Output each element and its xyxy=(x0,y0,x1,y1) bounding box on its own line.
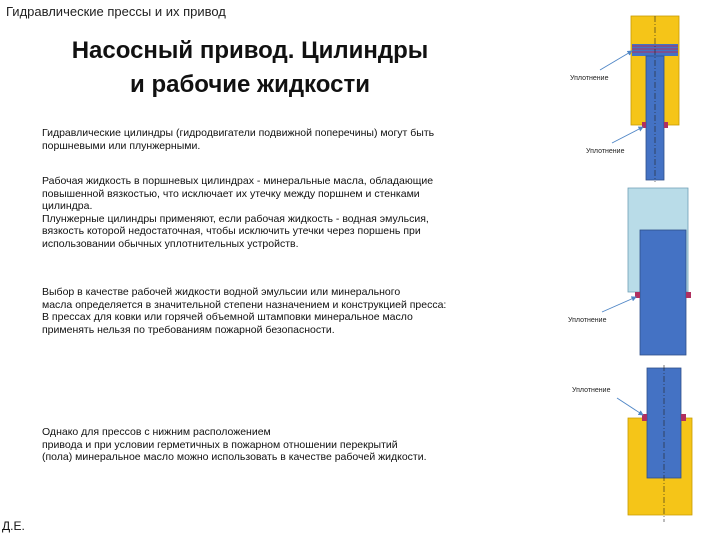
bottom-drive-cylinder-diagram xyxy=(572,365,692,522)
paragraph-line: цилиндра. xyxy=(42,200,93,212)
paragraph-line: Плунжерные цилиндры применяют, если рабочая жидкость - водная эмульсия, xyxy=(42,212,429,225)
paragraph-line: использовании обычных уплотнительных устройств. xyxy=(42,237,299,250)
seal-label: Уплотнение xyxy=(570,75,609,82)
seal-right xyxy=(664,122,668,128)
seal-pointer-arrow xyxy=(617,398,643,415)
paragraph-fluid-choice xyxy=(42,286,446,336)
seal-pointer-arrow xyxy=(600,51,632,70)
seal-right xyxy=(681,414,686,421)
slide-title-line-1: Насосный привод. Цилиндры xyxy=(71,37,429,64)
cylinder-diagrams xyxy=(540,0,720,540)
paragraph-cylinder-types xyxy=(42,127,434,152)
author-initials: Д.Е. xyxy=(2,519,25,533)
paragraph-line: применять нельзя по требованиям пожарной безопасности. xyxy=(42,323,335,336)
plunger xyxy=(640,230,686,355)
seal-right xyxy=(686,292,691,298)
paragraph-line: Однако для прессов с нижним расположением xyxy=(42,426,271,438)
paragraph-line: вязкость которой недостаточная, чтобы исключить утечки через поршень при xyxy=(42,225,421,237)
paragraph-line: поршневыми или плунжерными. xyxy=(42,139,201,152)
seal-pointer-arrow xyxy=(602,297,636,312)
paragraph-line: В прессах для ковки или горячей объемной штамповки минеральное масло xyxy=(42,311,413,323)
plunger-cylinder-water-diagram xyxy=(568,188,691,355)
seal-pointer-arrow xyxy=(612,127,643,143)
paragraph-line: Рабочая жидкость в поршневых цилиндрах - минеральные масла, обладающие xyxy=(42,175,434,187)
paragraph-line: привода и при условии герметичных в пожарном отношении перекрытий xyxy=(42,438,398,451)
slide-title xyxy=(30,34,470,102)
paragraph-working-fluids xyxy=(42,175,433,250)
paragraph-line: масла определяется в значительной степени назначением и конструкцией пресса: xyxy=(42,298,447,311)
paragraph-bottom-drive xyxy=(42,426,427,464)
piston-cylinder-oil-diagram xyxy=(570,16,679,182)
presentation-header: Гидравлические прессы и их привод xyxy=(6,4,226,19)
paragraph-line: повышенной вязкостью, что исключает их утечку между поршнем и стенками xyxy=(42,187,420,200)
paragraph-line: (пола) минеральное масло можно использовать в качестве рабочей жидкости. xyxy=(42,451,427,463)
paragraph-line: Выбор в качестве рабочей жидкости водной эмульсии или минерального xyxy=(42,286,401,298)
seal-label: Уплотнение xyxy=(586,148,625,155)
paragraph-line: Гидравлические цилиндры (гидродвигатели подвижной поперечины) могут быть xyxy=(42,127,435,139)
seal-label: Уплотнение xyxy=(572,387,611,394)
seal-label: Уплотнение xyxy=(568,317,607,324)
slide-title-line-2: и рабочие жидкости xyxy=(130,71,370,98)
